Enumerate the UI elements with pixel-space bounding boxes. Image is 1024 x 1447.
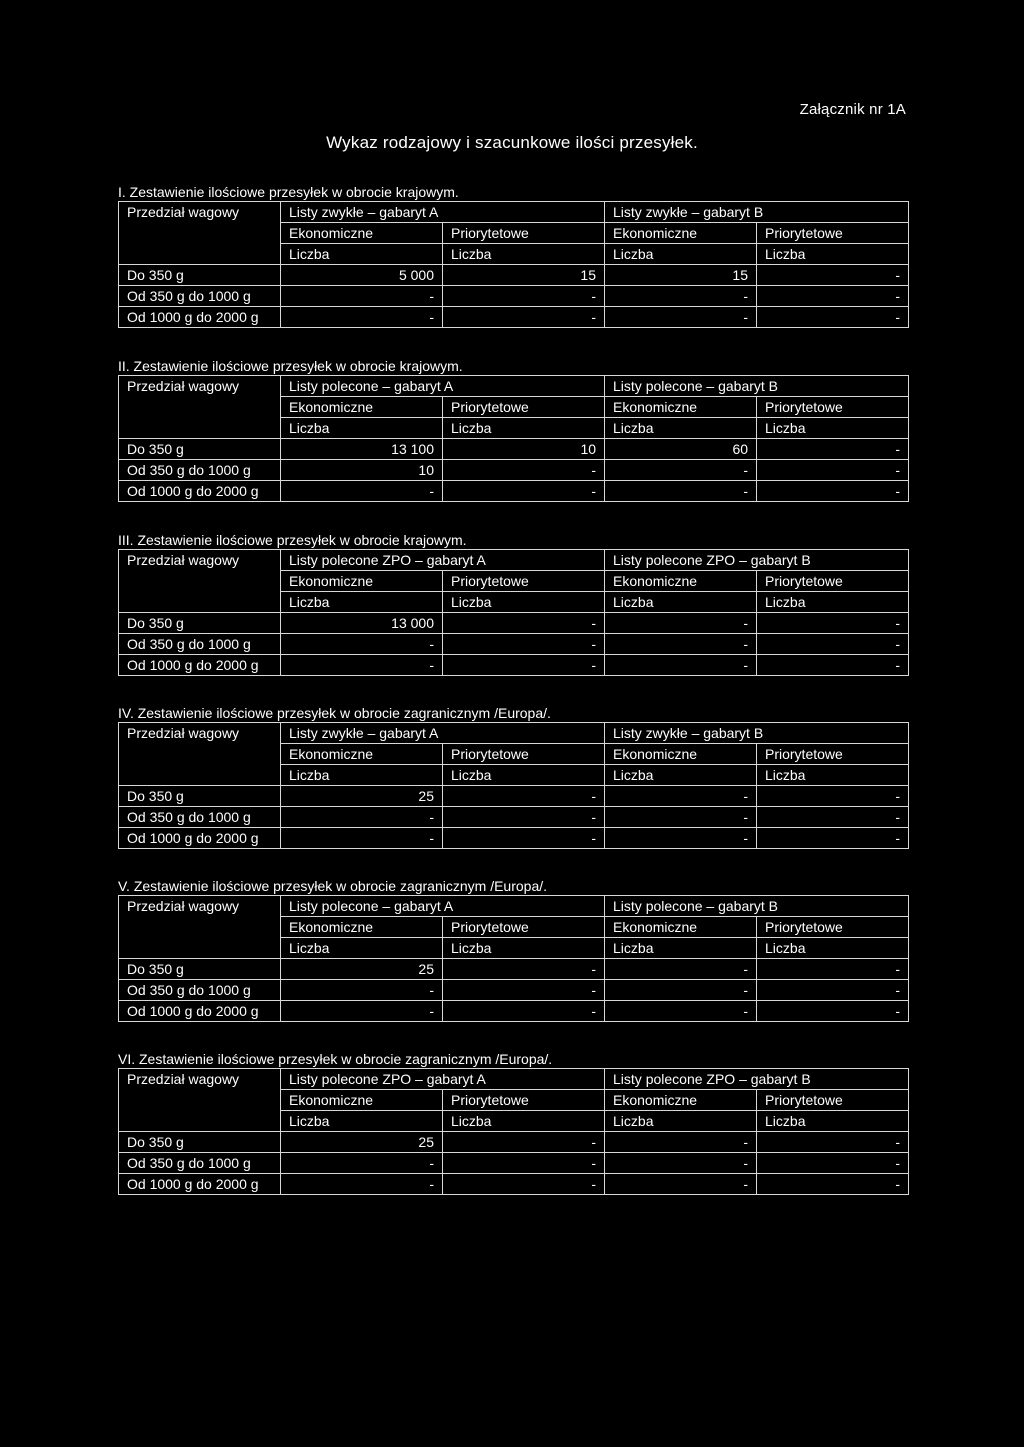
corner-spacer (119, 418, 281, 439)
subheader-cell: Priorytetowe (443, 571, 605, 592)
value-cell: - (605, 807, 757, 828)
header-row (119, 376, 909, 397)
weight-table (118, 722, 909, 849)
subheader-cell: Priorytetowe (757, 917, 909, 938)
section-title: IV. Zestawienie ilościowe przesyłek w obrocie zagranicznym /Europa/. (118, 705, 551, 721)
unit-header-cell: Liczba (605, 765, 757, 786)
subheader-cell: Ekonomiczne (281, 744, 443, 765)
value-cell: - (443, 1174, 605, 1195)
unit-header-cell: Liczba (443, 244, 605, 265)
value-cell: - (757, 807, 909, 828)
header-row (119, 1069, 909, 1090)
section-6 (118, 1050, 908, 1195)
corner-header: Przedział wagowy (119, 1069, 281, 1090)
value-cell: - (443, 786, 605, 807)
value-cell: - (443, 307, 605, 328)
unit-header-cell: Liczba (281, 1111, 443, 1132)
attachment-label: Załącznik nr 1A (799, 101, 906, 118)
value-cell: - (281, 828, 443, 849)
group-header-a: Listy polecone – gabaryt A (281, 376, 605, 397)
subheader-cell: Ekonomiczne (281, 917, 443, 938)
value-cell: - (443, 1001, 605, 1022)
subheader-cell: Ekonomiczne (605, 397, 757, 418)
table-row (119, 265, 909, 286)
subheader-cell: Ekonomiczne (281, 1090, 443, 1111)
value-cell: - (443, 1153, 605, 1174)
table-row (119, 1174, 909, 1195)
unit-header-cell: Liczba (605, 1111, 757, 1132)
value-cell: - (757, 1174, 909, 1195)
value-cell: - (281, 807, 443, 828)
value-cell: - (757, 481, 909, 502)
unit-header-cell: Liczba (757, 244, 909, 265)
table-row (119, 460, 909, 481)
table-row (119, 613, 909, 634)
value-cell: - (757, 959, 909, 980)
value-cell: - (605, 1001, 757, 1022)
value-cell: - (443, 286, 605, 307)
unit-header-cell: Liczba (443, 938, 605, 959)
corner-header: Przedział wagowy (119, 896, 281, 917)
corner-header: Przedział wagowy (119, 550, 281, 571)
group-header-b: Listy polecone – gabaryt B (605, 376, 909, 397)
section-title: I. Zestawienie ilościowe przesyłek w obrocie krajowym. (118, 184, 459, 200)
value-cell: - (605, 655, 757, 676)
subheader-cell: Ekonomiczne (281, 571, 443, 592)
value-cell: - (443, 613, 605, 634)
subheader-cell: Priorytetowe (443, 744, 605, 765)
table-row (119, 786, 909, 807)
section-title: VI. Zestawienie ilościowe przesyłek w obrocie zagranicznym /Europa/. (118, 1051, 553, 1067)
weight-range-cell: Od 350 g do 1000 g (119, 980, 281, 1001)
table-row (119, 1153, 909, 1174)
header-row (119, 723, 909, 744)
group-header-b: Listy polecone ZPO – gabaryt B (605, 550, 909, 571)
unit-header-cell: Liczba (757, 938, 909, 959)
value-cell: 10 (443, 439, 605, 460)
unit-header-cell: Liczba (281, 938, 443, 959)
value-cell: - (757, 286, 909, 307)
unit-header-cell: Liczba (443, 1111, 605, 1132)
header-row (119, 1090, 909, 1111)
value-cell: - (605, 634, 757, 655)
value-cell: - (757, 265, 909, 286)
weight-range-cell: Do 350 g (119, 439, 281, 460)
value-cell: - (281, 634, 443, 655)
value-cell: - (443, 634, 605, 655)
group-header-b: Listy zwykłe – gabaryt B (605, 202, 909, 223)
value-cell: - (281, 307, 443, 328)
value-cell: - (605, 286, 757, 307)
value-cell: - (605, 959, 757, 980)
group-header-b: Listy zwykłe – gabaryt B (605, 723, 909, 744)
table-row (119, 1132, 909, 1153)
weight-table (118, 549, 909, 676)
section-2 (118, 357, 908, 502)
corner-spacer (119, 765, 281, 786)
header-row (119, 917, 909, 938)
weight-range-cell: Od 350 g do 1000 g (119, 460, 281, 481)
table-row (119, 828, 909, 849)
group-header-a: Listy polecone – gabaryt A (281, 896, 605, 917)
unit-header-cell: Liczba (281, 418, 443, 439)
value-cell: - (757, 613, 909, 634)
section-title: III. Zestawienie ilościowe przesyłek w obrocie krajowym. (118, 532, 467, 548)
subheader-cell: Ekonomiczne (281, 223, 443, 244)
section-3 (118, 531, 908, 676)
table-row (119, 439, 909, 460)
value-cell: - (605, 613, 757, 634)
subheader-cell: Priorytetowe (443, 397, 605, 418)
value-cell: - (443, 828, 605, 849)
value-cell: - (605, 980, 757, 1001)
subheader-cell: Ekonomiczne (605, 571, 757, 592)
value-cell: - (443, 460, 605, 481)
subheader-cell: Ekonomiczne (605, 1090, 757, 1111)
section-4 (118, 704, 908, 849)
weight-table (118, 1068, 909, 1195)
value-cell: - (757, 786, 909, 807)
value-cell: - (757, 460, 909, 481)
corner-header: Przedział wagowy (119, 202, 281, 223)
table-row (119, 959, 909, 980)
subheader-cell: Priorytetowe (757, 1090, 909, 1111)
group-header-b: Listy polecone ZPO – gabaryt B (605, 1069, 909, 1090)
weight-range-cell: Do 350 g (119, 265, 281, 286)
subheader-cell: Ekonomiczne (605, 917, 757, 938)
subheader-cell: Ekonomiczne (281, 397, 443, 418)
section-title: II. Zestawienie ilościowe przesyłek w obrocie krajowym. (118, 358, 463, 374)
subheader-cell: Priorytetowe (443, 223, 605, 244)
value-cell: - (757, 980, 909, 1001)
unit-header-cell: Liczba (605, 938, 757, 959)
group-header-b: Listy polecone – gabaryt B (605, 896, 909, 917)
value-cell: 13 100 (281, 439, 443, 460)
value-cell: - (605, 1174, 757, 1195)
group-header-a: Listy polecone ZPO – gabaryt A (281, 550, 605, 571)
value-cell: - (281, 1174, 443, 1195)
table-row (119, 980, 909, 1001)
value-cell: - (757, 1153, 909, 1174)
group-header-a: Listy zwykłe – gabaryt A (281, 723, 605, 744)
value-cell: - (757, 828, 909, 849)
group-header-a: Listy zwykłe – gabaryt A (281, 202, 605, 223)
weight-range-cell: Od 350 g do 1000 g (119, 286, 281, 307)
subheader-cell: Ekonomiczne (605, 223, 757, 244)
header-row (119, 938, 909, 959)
header-row (119, 202, 909, 223)
header-row (119, 244, 909, 265)
subheader-cell: Priorytetowe (757, 223, 909, 244)
weight-table (118, 375, 909, 502)
value-cell: 25 (281, 786, 443, 807)
value-cell: - (281, 1153, 443, 1174)
unit-header-cell: Liczba (757, 765, 909, 786)
header-row (119, 397, 909, 418)
unit-header-cell: Liczba (281, 592, 443, 613)
value-cell: - (605, 786, 757, 807)
value-cell: - (281, 980, 443, 1001)
table-row (119, 807, 909, 828)
weight-range-cell: Od 350 g do 1000 g (119, 807, 281, 828)
value-cell: - (605, 1132, 757, 1153)
section-5 (118, 877, 908, 1022)
weight-range-cell: Od 1000 g do 2000 g (119, 655, 281, 676)
corner-spacer (119, 917, 281, 938)
unit-header-cell: Liczba (605, 418, 757, 439)
corner-spacer (119, 244, 281, 265)
corner-spacer (119, 223, 281, 244)
value-cell: - (443, 807, 605, 828)
corner-header: Przedział wagowy (119, 376, 281, 397)
unit-header-cell: Liczba (443, 592, 605, 613)
corner-spacer (119, 571, 281, 592)
unit-header-cell: Liczba (757, 418, 909, 439)
weight-range-cell: Do 350 g (119, 613, 281, 634)
value-cell: - (281, 1001, 443, 1022)
corner-spacer (119, 744, 281, 765)
value-cell: - (443, 1132, 605, 1153)
corner-spacer (119, 938, 281, 959)
header-row (119, 571, 909, 592)
table-row (119, 1001, 909, 1022)
unit-header-cell: Liczba (605, 592, 757, 613)
value-cell: - (281, 655, 443, 676)
value-cell: 60 (605, 439, 757, 460)
weight-range-cell: Od 1000 g do 2000 g (119, 481, 281, 502)
unit-header-cell: Liczba (443, 418, 605, 439)
weight-range-cell: Od 1000 g do 2000 g (119, 828, 281, 849)
value-cell: - (281, 481, 443, 502)
value-cell: - (757, 655, 909, 676)
subheader-cell: Ekonomiczne (605, 744, 757, 765)
value-cell: 15 (605, 265, 757, 286)
table-row (119, 655, 909, 676)
header-row (119, 765, 909, 786)
header-row (119, 223, 909, 244)
weight-range-cell: Do 350 g (119, 1132, 281, 1153)
value-cell: 25 (281, 1132, 443, 1153)
weight-table (118, 895, 909, 1022)
corner-spacer (119, 1090, 281, 1111)
unit-header-cell: Liczba (605, 244, 757, 265)
header-row (119, 418, 909, 439)
table-row (119, 286, 909, 307)
corner-spacer (119, 397, 281, 418)
value-cell: - (443, 481, 605, 502)
subheader-cell: Priorytetowe (443, 917, 605, 938)
value-cell: - (443, 655, 605, 676)
value-cell: 13 000 (281, 613, 443, 634)
subheader-cell: Priorytetowe (757, 397, 909, 418)
header-row (119, 550, 909, 571)
value-cell: - (281, 286, 443, 307)
unit-header-cell: Liczba (757, 592, 909, 613)
weight-table (118, 201, 909, 328)
table-row (119, 634, 909, 655)
corner-header: Przedział wagowy (119, 723, 281, 744)
subheader-cell: Priorytetowe (757, 744, 909, 765)
weight-range-cell: Od 350 g do 1000 g (119, 634, 281, 655)
header-row (119, 1111, 909, 1132)
weight-range-cell: Do 350 g (119, 786, 281, 807)
weight-range-cell: Od 1000 g do 2000 g (119, 307, 281, 328)
header-row (119, 592, 909, 613)
value-cell: - (757, 1132, 909, 1153)
value-cell: - (605, 460, 757, 481)
subheader-cell: Priorytetowe (443, 1090, 605, 1111)
unit-header-cell: Liczba (443, 765, 605, 786)
header-row (119, 744, 909, 765)
value-cell: - (757, 634, 909, 655)
weight-range-cell: Od 1000 g do 2000 g (119, 1174, 281, 1195)
section-title: V. Zestawienie ilościowe przesyłek w obrocie zagranicznym /Europa/. (118, 878, 548, 894)
unit-header-cell: Liczba (757, 1111, 909, 1132)
value-cell: - (443, 980, 605, 1001)
value-cell: - (757, 439, 909, 460)
value-cell: 5 000 (281, 265, 443, 286)
table-row (119, 307, 909, 328)
header-row (119, 896, 909, 917)
value-cell: - (605, 481, 757, 502)
value-cell: - (605, 1153, 757, 1174)
corner-spacer (119, 592, 281, 613)
value-cell: - (757, 307, 909, 328)
corner-spacer (119, 1111, 281, 1132)
unit-header-cell: Liczba (281, 765, 443, 786)
value-cell: - (605, 307, 757, 328)
value-cell: - (605, 828, 757, 849)
section-1 (118, 183, 908, 328)
value-cell: 15 (443, 265, 605, 286)
value-cell: - (443, 959, 605, 980)
value-cell: 10 (281, 460, 443, 481)
document-title: Wykaz rodzajowy i szacunkowe ilości przesyłek. (326, 133, 698, 152)
group-header-a: Listy polecone ZPO – gabaryt A (281, 1069, 605, 1090)
weight-range-cell: Od 350 g do 1000 g (119, 1153, 281, 1174)
subheader-cell: Priorytetowe (757, 571, 909, 592)
table-row (119, 481, 909, 502)
value-cell: 25 (281, 959, 443, 980)
value-cell: - (757, 1001, 909, 1022)
weight-range-cell: Do 350 g (119, 959, 281, 980)
unit-header-cell: Liczba (281, 244, 443, 265)
weight-range-cell: Od 1000 g do 2000 g (119, 1001, 281, 1022)
